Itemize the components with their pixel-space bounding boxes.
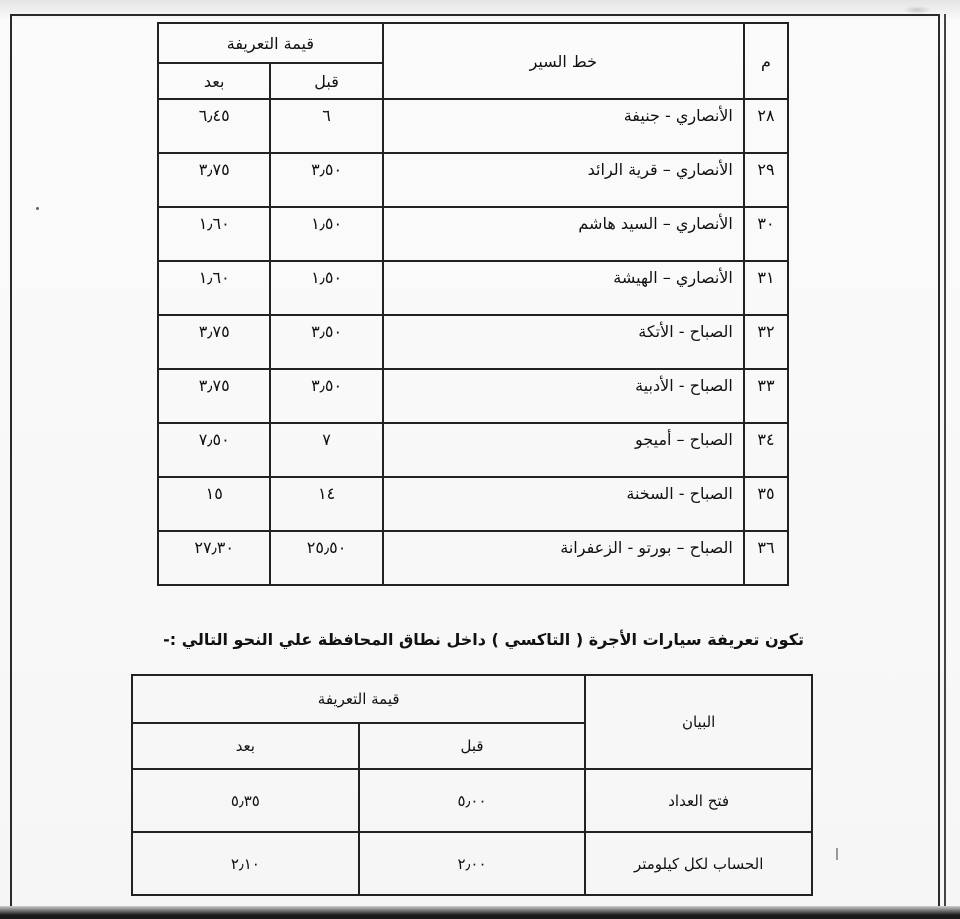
row-fare-before: ٣٫٥٠ bbox=[270, 315, 382, 369]
row-number: ٢٨ bbox=[744, 99, 788, 153]
row-number: ٣١ bbox=[744, 261, 788, 315]
row-route: الصباح – بورتو - الزعفرانة bbox=[383, 531, 744, 585]
row-number: ٣٥ bbox=[744, 477, 788, 531]
scan-smudge bbox=[902, 6, 932, 14]
header-number: م bbox=[744, 23, 788, 99]
row-fare-after: ٢٫١٠ bbox=[132, 832, 359, 895]
row-route: الصباح - السخنة bbox=[383, 477, 744, 531]
row-fare-before: ٢٫٠٠ bbox=[359, 832, 586, 895]
row-fare-after: ١٫٦٠ bbox=[158, 207, 270, 261]
header-after: بعد bbox=[132, 723, 359, 769]
table-row bbox=[132, 832, 812, 895]
row-item: الحساب لكل كيلومتر bbox=[585, 832, 812, 895]
row-fare-before: ١٫٥٠ bbox=[270, 207, 382, 261]
header-before: قبل bbox=[270, 63, 382, 99]
table-row bbox=[158, 531, 788, 585]
table-row bbox=[158, 315, 788, 369]
route-fare-table bbox=[157, 22, 789, 586]
row-item: فتح العداد bbox=[585, 769, 812, 832]
table-row bbox=[158, 153, 788, 207]
row-number: ٣٣ bbox=[744, 369, 788, 423]
row-route: الصباح – أميجو bbox=[383, 423, 744, 477]
page-bottom-edge bbox=[0, 906, 960, 919]
table-row bbox=[158, 369, 788, 423]
header-fare-value: قيمة التعريفة bbox=[158, 23, 383, 63]
taxi-fare-table bbox=[131, 674, 813, 896]
row-route: الأنصاري – السيد هاشم bbox=[383, 207, 744, 261]
row-fare-before: ٧ bbox=[270, 423, 382, 477]
row-fare-after: ٢٧٫٣٠ bbox=[158, 531, 270, 585]
row-fare-before: ٣٫٥٠ bbox=[270, 153, 382, 207]
row-number: ٢٩ bbox=[744, 153, 788, 207]
table-row bbox=[158, 423, 788, 477]
row-route: الصباح - الأتكة bbox=[383, 315, 744, 369]
row-route: الأنصاري - جنيفة bbox=[383, 99, 744, 153]
table-row bbox=[158, 99, 788, 153]
row-fare-before: ١٫٥٠ bbox=[270, 261, 382, 315]
page-border-right bbox=[944, 14, 946, 906]
row-fare-after: ١٫٦٠ bbox=[158, 261, 270, 315]
row-fare-before: ١٤ bbox=[270, 477, 382, 531]
header-after: بعد bbox=[158, 63, 270, 99]
row-fare-before: ٦ bbox=[270, 99, 382, 153]
row-number: ٣٦ bbox=[744, 531, 788, 585]
row-fare-after: ٣٫٧٥ bbox=[158, 315, 270, 369]
row-route: الصباح - الأدبية bbox=[383, 369, 744, 423]
row-fare-after: ٦٫٤٥ bbox=[158, 99, 270, 153]
row-fare-after: ٣٫٧٥ bbox=[158, 369, 270, 423]
header-before: قبل bbox=[359, 723, 586, 769]
row-fare-after: ٧٫٥٠ bbox=[158, 423, 270, 477]
table-row bbox=[158, 261, 788, 315]
row-number: ٣٢ bbox=[744, 315, 788, 369]
row-fare-after: ٣٫٧٥ bbox=[158, 153, 270, 207]
table-row bbox=[158, 477, 788, 531]
header-item: البيان bbox=[585, 675, 812, 769]
row-route: الأنصاري – قرية الرائد bbox=[383, 153, 744, 207]
header-fare-value: قيمة التعريفة bbox=[132, 675, 585, 723]
header-route: خط السير bbox=[383, 23, 744, 99]
row-route: الأنصاري – الهيشة bbox=[383, 261, 744, 315]
scan-speck bbox=[36, 207, 39, 210]
row-fare-before: ٣٫٥٠ bbox=[270, 369, 382, 423]
row-number: ٣٤ bbox=[744, 423, 788, 477]
table-row bbox=[132, 769, 812, 832]
row-fare-before: ٥٫٠٠ bbox=[359, 769, 586, 832]
row-fare-after: ٥٫٣٥ bbox=[132, 769, 359, 832]
row-number: ٣٠ bbox=[744, 207, 788, 261]
scan-mark bbox=[836, 848, 838, 860]
row-fare-before: ٢٥٫٥٠ bbox=[270, 531, 382, 585]
table-row bbox=[158, 207, 788, 261]
row-fare-after: ١٥ bbox=[158, 477, 270, 531]
taxi-fare-intro-text: تكون تعريفة سيارات الأجرة ( التاكسي ) داخل نطاق المحافظة علي النحو التالي :- bbox=[163, 630, 804, 649]
